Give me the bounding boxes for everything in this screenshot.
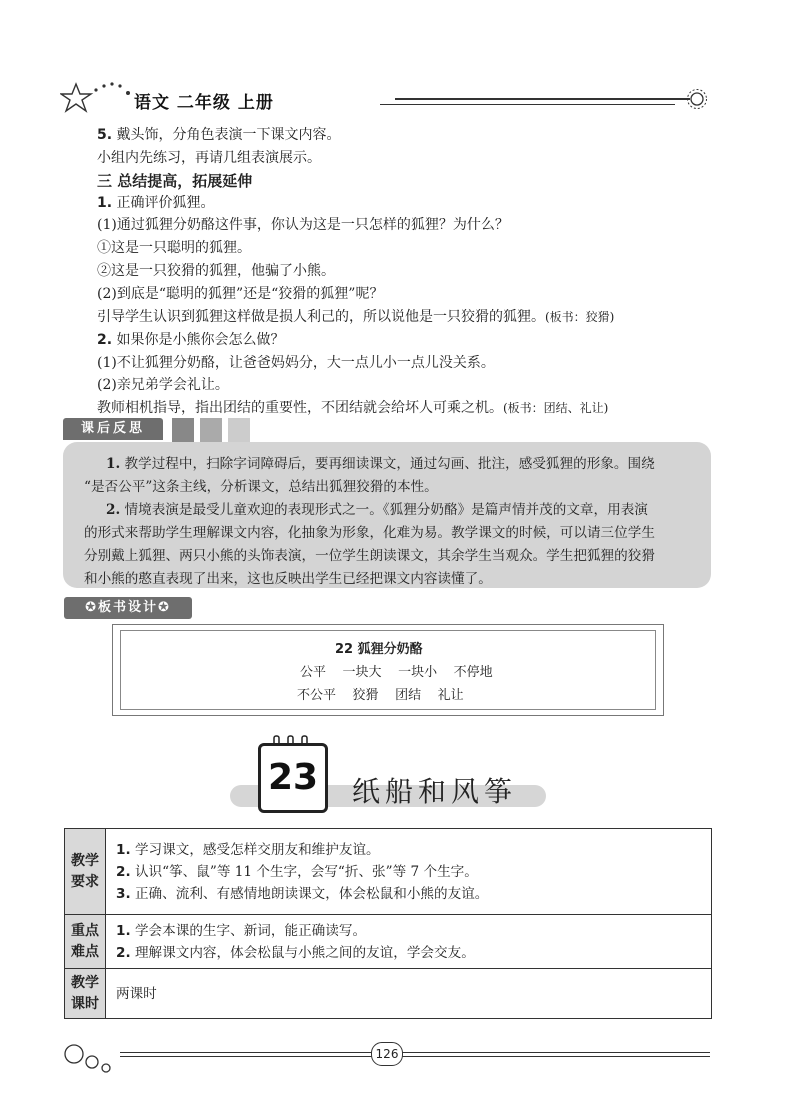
board-note: (板书：团结、礼让) [503, 401, 609, 415]
item-text: 教学过程中，扫除字词障碍后，要再细读课文，通过勾画、批注，感受狐狸的形象。围绕 [124, 456, 655, 472]
board-word: 一块大 [342, 665, 382, 680]
table-row [65, 915, 712, 969]
footer-rule [120, 1056, 710, 1057]
item-number: 2. [97, 332, 113, 348]
item-text: 正确、流利、有感情地朗读课文，体会松鼠和小熊的友谊。 [134, 885, 489, 902]
board-row-2 [297, 684, 464, 703]
board-row-1 [300, 661, 493, 680]
section-line: (2)亲兄弟学会礼让。 [97, 377, 229, 393]
item-number: 2. [116, 863, 131, 880]
reflection-line: “是否公平”这条主线，分析课文，总结出狐狸狡猾的本性。 [84, 479, 438, 495]
item-text: 认识“筝、鼠”等 11 个生字，会写“折、张”等 7 个生字。 [134, 863, 478, 880]
board-design-label [64, 597, 192, 619]
footer-rule [120, 1052, 710, 1053]
list-item [116, 942, 701, 964]
page-number: 126 [371, 1042, 403, 1066]
header-sun-icon [686, 88, 708, 114]
board-word: 礼让 [437, 688, 464, 703]
row-label: 教学要求 [65, 829, 106, 915]
board-label-text: 板书设计 [97, 600, 158, 615]
section-line: ①这是一只聪明的狐狸。 [97, 240, 251, 256]
tab-decoration [172, 418, 194, 442]
section-line [97, 306, 614, 328]
table-row [65, 829, 712, 915]
row-content [106, 969, 712, 1019]
reflection-line [106, 499, 648, 522]
reflection-line: 分别戴上狐狸、两只小熊的头饰表演，一位学生朗读课文，其余学生当观众。学生把狐狸的狡猾 [84, 548, 655, 564]
list-item [116, 839, 701, 861]
item-text: 正确评价狐狸。 [116, 195, 215, 211]
list-item: 两课时 [116, 985, 157, 1002]
reflection-line [106, 453, 655, 476]
section-line: (2)到底是“聪明的狐狸”还是“狡猾的狐狸”呢？ [97, 286, 384, 302]
item-number: 3. [116, 885, 131, 902]
item-number: 1. [97, 195, 113, 211]
header-rule-lower [380, 104, 675, 105]
item-text: 如果你是小熊你会怎么做？ [116, 332, 285, 348]
item-text: 学会本课的生字、新词，能正确读写。 [134, 922, 367, 939]
list-item [116, 883, 701, 905]
star-icon: ✪ [158, 600, 171, 615]
activity-line-1 [97, 124, 341, 146]
list-item [116, 861, 701, 883]
header-rule [395, 98, 690, 100]
tab-decoration [228, 418, 250, 442]
section-line [97, 329, 285, 351]
section-line: (1)通过狐狸分奶酪这件事，你认为这是一只怎样的狐狸？为什么？ [97, 217, 509, 233]
item-number: 2. [116, 944, 131, 961]
board-word: 团结 [395, 688, 422, 703]
tab-decoration [200, 418, 222, 442]
lesson-objectives-table [64, 828, 712, 1019]
lesson-title: 纸船和风筝 [352, 775, 518, 808]
item-text: 学习课文，感受怎样交朋友和维护友谊。 [134, 841, 380, 858]
item-number: 1. [116, 922, 131, 939]
footer-circles-decoration [62, 1040, 122, 1080]
row-content [106, 829, 712, 915]
table-row [65, 969, 712, 1019]
item-text: 教师相机指导，指出团结的重要性，不团结就会给坏人可乘之机。 [97, 400, 503, 416]
star-icon: ✪ [85, 600, 98, 615]
section-line [97, 397, 608, 419]
section-line: ②这是一只狡猾的狐狸，他骗了小熊。 [97, 263, 335, 279]
header-title: 语文 二年级 上册 [134, 93, 274, 113]
header-star-decoration [60, 78, 140, 114]
reflection-line: 和小熊的憨直表现了出来，这也反映出学生已经把课文内容读懂了。 [84, 571, 492, 587]
board-word: 不公平 [297, 688, 337, 703]
board-title: 22 狐狸分奶酪 [335, 642, 423, 657]
activity-line-2: 小组内先练习，再请几组表演展示。 [97, 150, 321, 166]
lesson-number: 23 [258, 743, 328, 813]
board-word: 公平 [300, 665, 327, 680]
row-label: 重点难点 [65, 915, 106, 969]
row-label: 教学课时 [65, 969, 106, 1019]
board-word: 狡猾 [352, 688, 379, 703]
section-line [97, 192, 215, 214]
reflection-label: 课后反思 [63, 418, 163, 440]
item-text: 理解课文内容，体会松鼠与小熊之间的友谊，学会交友。 [134, 944, 475, 961]
section-heading: 三 总结提高，拓展延伸 [97, 172, 253, 190]
board-note: (板书：狡猾) [545, 310, 615, 324]
activity-text: 戴头饰，分角色表演一下课文内容。 [116, 127, 341, 143]
reflection-line: 的形式来帮助学生理解课文内容，化抽象为形象，化难为易。教学课文的时候，可以请三位学生 [84, 525, 655, 541]
board-word: 不停地 [453, 665, 493, 680]
item-text: 引导学生认识到狐狸这样做是损人利己的，所以说他是一只狡猾的狐狸。 [97, 309, 545, 325]
section-line: (1)不让狐狸分奶酪，让爸爸妈妈分，大一点儿小一点儿没关系。 [97, 355, 495, 371]
row-content [106, 915, 712, 969]
item-number: 2. [106, 502, 121, 518]
item-text: 情境表演是最受儿童欢迎的表现形式之一。《狐狸分奶酪》是篇声情并茂的文章，用表演 [124, 502, 648, 518]
item-number: 1. [106, 456, 121, 472]
item-number: 1. [116, 841, 131, 858]
board-word: 一块小 [398, 665, 438, 680]
list-item [116, 920, 701, 942]
activity-number: 5. [97, 127, 113, 143]
